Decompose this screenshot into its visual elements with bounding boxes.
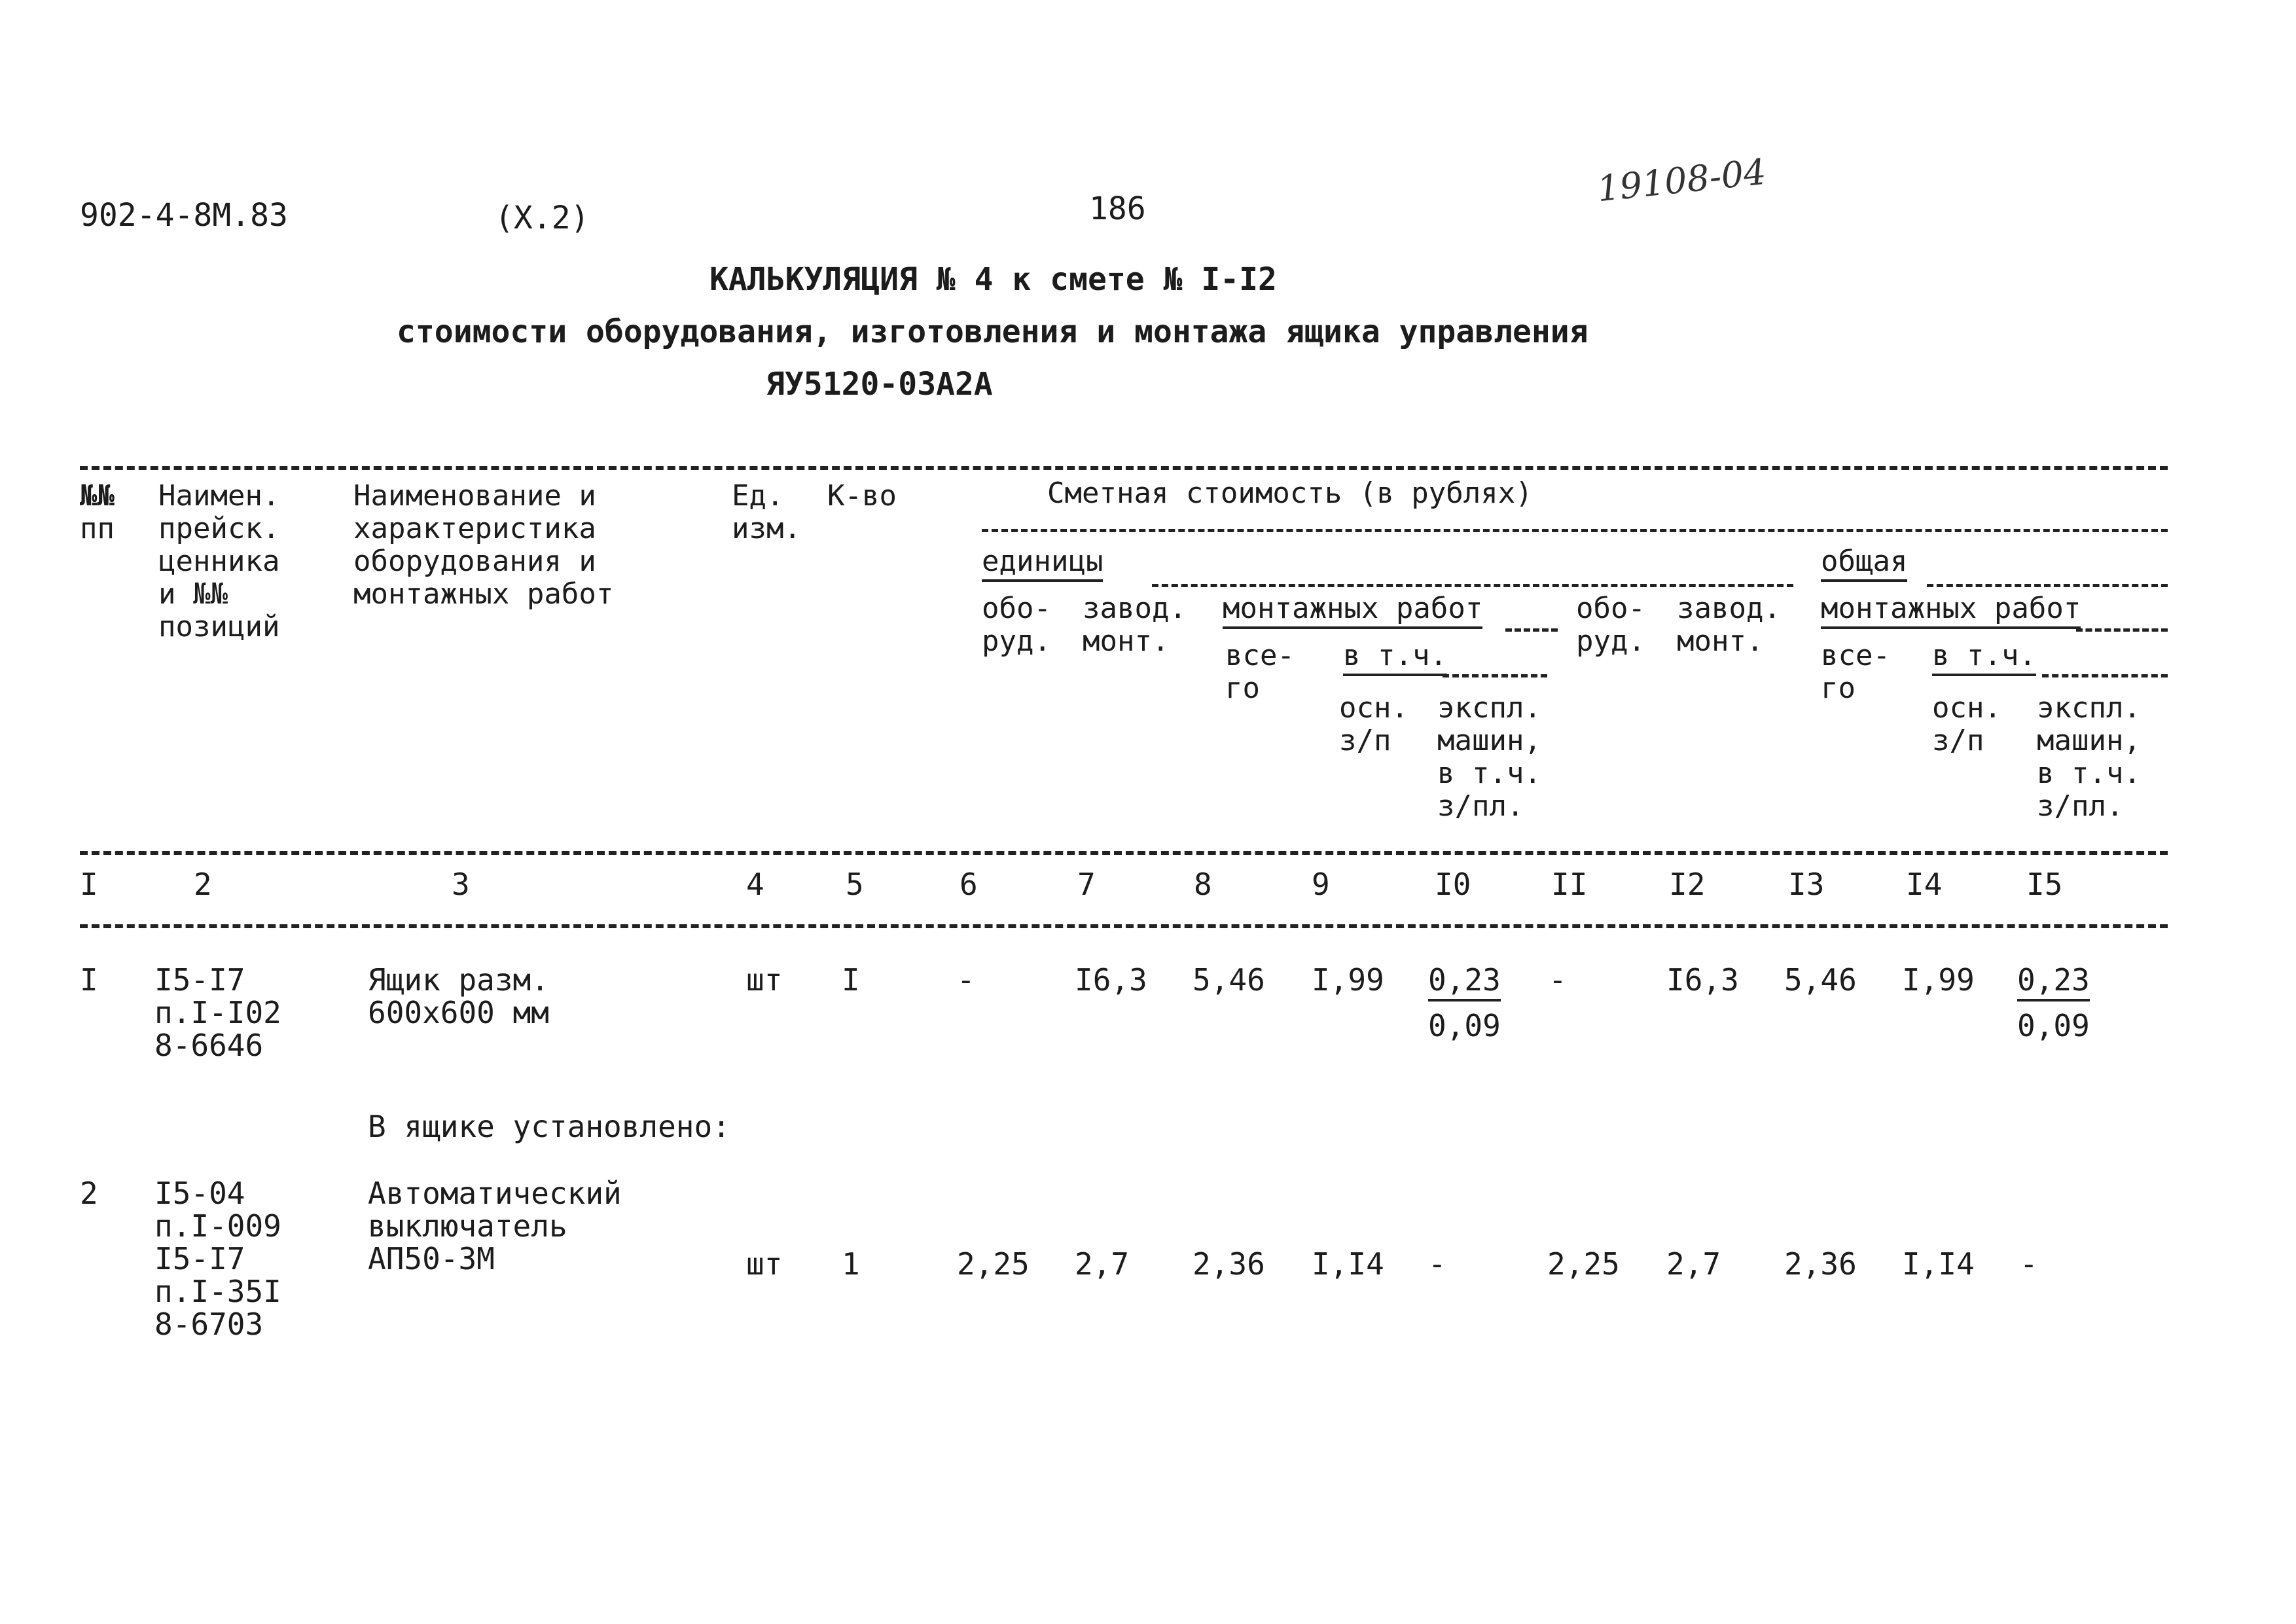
hdr-mach-4: з/пл. xyxy=(1437,789,1524,823)
row2-ref-3: I5-I7 xyxy=(154,1241,245,1276)
hdr-total-mach-4: з/пл. xyxy=(2037,789,2124,823)
row1-name-2: 600х600 мм xyxy=(368,995,549,1030)
row2-c6: 2,25 xyxy=(957,1246,1030,1282)
row1-c9: I,99 xyxy=(1312,962,1384,998)
total-rule xyxy=(1927,584,2168,587)
hdr-equip-2: руд. xyxy=(982,624,1051,658)
handwritten-stamp: 19108-04 xyxy=(1595,151,1768,210)
colnum-4: 4 xyxy=(746,867,764,902)
hdr-base-2: з/п xyxy=(1339,724,1391,757)
hdr-total-base-2: з/п xyxy=(1932,724,1984,757)
colnum-14: I4 xyxy=(1906,867,1943,902)
hdr-total-all-1: все- xyxy=(1821,639,1890,672)
row2-c9: I,I4 xyxy=(1312,1246,1384,1282)
hdr-mach-2: машин, xyxy=(1437,724,1541,757)
hdr-total-install: монтажных работ xyxy=(1821,593,2081,624)
row2-name-2: выключатель xyxy=(368,1208,567,1244)
title-line-2: стоимости оборудования, изготовления и монтажа ящика управления xyxy=(397,314,1588,350)
hdr-total-mach-1: экспл. xyxy=(2037,691,2141,725)
hdr-mach-3: в т.ч. xyxy=(1437,757,1541,790)
hdr-total-factory-1: завод. xyxy=(1677,592,1781,625)
incl-total-rule xyxy=(2042,674,2168,677)
row1-c6: - xyxy=(957,962,975,998)
hdr-total-base-1: осн. xyxy=(1932,691,2001,725)
row1-qty: I xyxy=(842,962,860,998)
hdr-num-1: №№ xyxy=(80,479,115,513)
row1-ref-2: п.I-I02 xyxy=(154,995,281,1030)
row1-c15-bottom: 0,09 xyxy=(2017,1008,2090,1043)
colnum-3: 3 xyxy=(452,867,470,902)
row1-c12: I6,3 xyxy=(1666,962,1739,998)
row1-num: I xyxy=(80,962,98,998)
hdr-unit-group: единицы xyxy=(982,546,1103,577)
row2-name-3: АП50-3М xyxy=(368,1241,495,1276)
hdr-ref-5: позиций xyxy=(158,610,280,643)
colnum-bottom-rule xyxy=(80,924,2168,928)
doc-variant: (Х.2) xyxy=(495,200,590,236)
hdr-name-3: оборудования и xyxy=(353,545,596,578)
row2-unit: шт xyxy=(746,1246,783,1282)
incl-rule xyxy=(1443,674,1547,677)
row2-c10: - xyxy=(1428,1246,1446,1282)
colnum-6: 6 xyxy=(960,867,978,902)
row1-c11: - xyxy=(1549,962,1567,998)
colnum-9: 9 xyxy=(1312,867,1330,902)
row1-c7: I6,3 xyxy=(1075,962,1147,998)
title-line-1: КАЛЬКУЛЯЦИЯ № 4 к смете № I-I2 xyxy=(709,261,1277,298)
hdr-cost-title: Сметная стоимость (в рублях) xyxy=(1047,477,1533,510)
hdr-name-4: монтажных работ xyxy=(353,577,614,611)
hdr-factory-2: монт. xyxy=(1083,624,1170,658)
hdr-all-2: го xyxy=(1225,672,1260,705)
colnum-8: 8 xyxy=(1194,867,1212,902)
unit-rule xyxy=(1152,584,1793,587)
row2-num: 2 xyxy=(80,1176,98,1211)
row2-c13: 2,36 xyxy=(1784,1246,1857,1282)
hdr-equip-1: обо- xyxy=(982,592,1051,625)
hdr-total-factory-2: монт. xyxy=(1677,624,1764,658)
colnum-15: I5 xyxy=(2026,867,2063,902)
hdr-total-equip-2: руд. xyxy=(1576,624,1645,658)
row2-ref-4: п.I-35I xyxy=(154,1274,281,1309)
row1-c8: 5,46 xyxy=(1193,962,1265,998)
row2-c15: - xyxy=(2020,1246,2038,1282)
row2-qty: 1 xyxy=(842,1246,860,1282)
row2-ref-1: I5-04 xyxy=(154,1176,245,1211)
row1-c10-top: 0,23 xyxy=(1428,964,1501,996)
colnum-7: 7 xyxy=(1077,867,1096,902)
hdr-incl: в т.ч. xyxy=(1343,640,1447,672)
colnum-5: 5 xyxy=(846,867,864,902)
colnum-11: II xyxy=(1551,867,1588,902)
hdr-all-1: все- xyxy=(1225,639,1295,672)
row1-unit: шт xyxy=(746,962,783,998)
colnum-10: I0 xyxy=(1435,867,1471,902)
section-note: В ящике установлено: xyxy=(368,1109,730,1144)
row2-c7: 2,7 xyxy=(1075,1246,1130,1282)
doc-code: 902-4-8М.83 xyxy=(80,197,288,234)
hdr-base-1: осн. xyxy=(1339,691,1408,725)
title-line-3: ЯУ5120-03А2А xyxy=(766,366,993,403)
hdr-unit-1: Ед. xyxy=(732,479,784,513)
row2-c8: 2,36 xyxy=(1193,1246,1265,1282)
hdr-unit-2: изм. xyxy=(732,512,801,545)
hdr-install: монтажных работ xyxy=(1223,593,1482,624)
row1-c15-top: 0,23 xyxy=(2017,964,2090,996)
hdr-ref-3: ценника xyxy=(158,545,280,578)
hdr-ref-1: Наимен. xyxy=(158,479,280,513)
row1-ref-3: 8-6646 xyxy=(154,1028,264,1063)
install-rule xyxy=(1505,628,1558,632)
row2-c12: 2,7 xyxy=(1666,1246,1721,1282)
row1-c10-bottom: 0,09 xyxy=(1428,1008,1501,1043)
row2-c14: I,I4 xyxy=(1902,1246,1975,1282)
row1-ref-1: I5-I7 xyxy=(154,962,245,998)
colnum-2: 2 xyxy=(194,867,212,902)
hdr-name-2: характеристика xyxy=(353,512,596,545)
colnum-13: I3 xyxy=(1788,867,1825,902)
hdr-total-incl: в т.ч. xyxy=(1932,640,2036,672)
hdr-total-mach-2: машин, xyxy=(2037,724,2141,757)
install-total-rule xyxy=(2076,628,2168,632)
cost-header-rule xyxy=(982,529,2168,532)
hdr-ref-2: прейск. xyxy=(158,512,280,545)
header-bottom-rule xyxy=(80,851,2168,855)
row2-ref-2: п.I-009 xyxy=(154,1208,281,1244)
row2-ref-5: 8-6703 xyxy=(154,1307,264,1342)
colnum-12: I2 xyxy=(1669,867,1706,902)
row1-c14: I,99 xyxy=(1902,962,1975,998)
row1-name-1: Ящик разм. xyxy=(368,962,549,998)
page-number: 186 xyxy=(1089,190,1146,227)
table-top-rule xyxy=(80,466,2168,470)
row1-c13: 5,46 xyxy=(1784,962,1857,998)
hdr-total-mach-3: в т.ч. xyxy=(2037,757,2141,790)
hdr-ref-4: и №№ xyxy=(158,577,228,611)
hdr-total-group: общая xyxy=(1821,546,1907,577)
hdr-total-equip-1: обо- xyxy=(1576,592,1645,625)
hdr-name-1: Наименование и xyxy=(353,479,596,513)
hdr-qty: К-во xyxy=(827,479,897,513)
colnum-1: I xyxy=(80,867,98,902)
hdr-factory-1: завод. xyxy=(1083,592,1187,625)
row2-c11: 2,25 xyxy=(1547,1246,1620,1282)
row2-name-1: Автоматический xyxy=(368,1176,622,1211)
hdr-mach-1: экспл. xyxy=(1437,691,1541,725)
hdr-num-2: пп xyxy=(80,512,115,545)
hdr-total-all-2: го xyxy=(1821,672,1856,705)
